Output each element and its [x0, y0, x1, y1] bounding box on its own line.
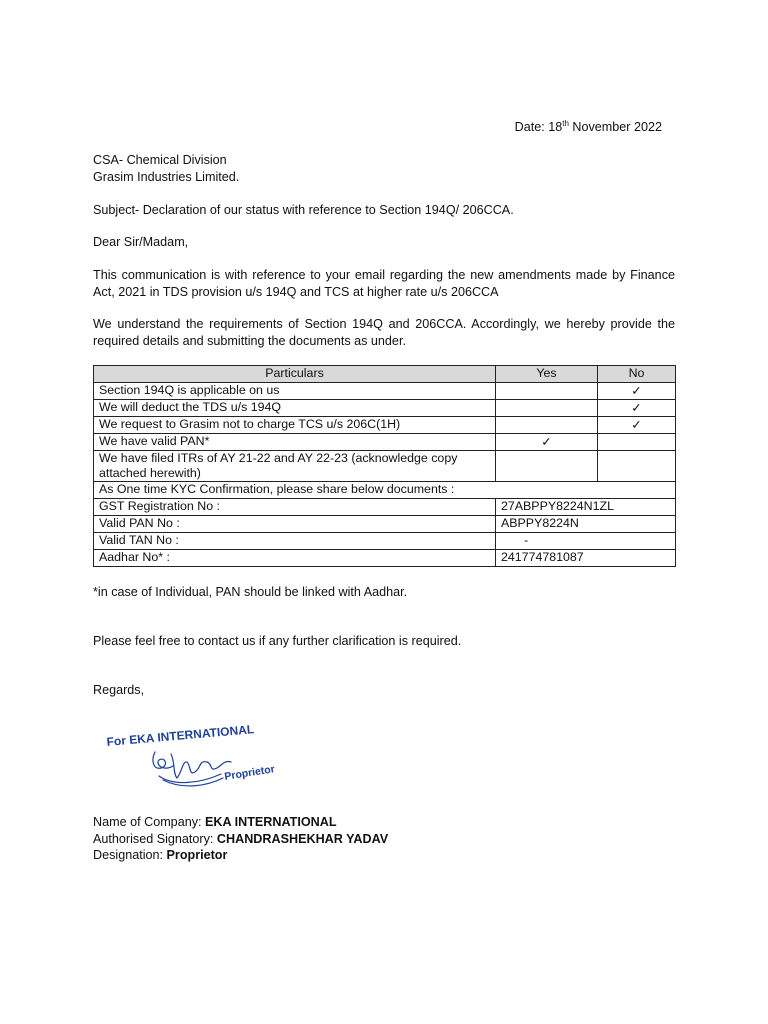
kyc-row [94, 499, 676, 516]
table-row [94, 383, 676, 400]
row-no-check-icon: ✓ [598, 383, 676, 400]
row-no-cell [598, 451, 676, 482]
row-particular: We will deduct the TDS u/s 194Q [94, 400, 496, 417]
row-no-cell [598, 434, 676, 451]
kyc-row [94, 533, 676, 550]
kyc-label-pan: Valid PAN No : [94, 516, 496, 533]
recipient-line-2: Grasim Industries Limited. [93, 169, 240, 184]
kyc-label-tan: Valid TAN No : [94, 533, 496, 550]
kyc-value-pan: ABPPY8224N [496, 516, 676, 533]
row-no-check-icon: ✓ [598, 400, 676, 417]
row-particular: We have valid PAN* [94, 434, 496, 451]
row-yes-cell [496, 383, 598, 400]
row-particular: We request to Grasim not to charge TCS u/s 206C(1H) [94, 417, 496, 434]
intro-paragraph: This communication is with reference to your email regarding the new amendments made by Finance Act, 2021 in TDS provision u/s 194Q and TCS at higher rate u/s 206CCA [93, 268, 675, 299]
table-row [94, 434, 676, 451]
row-yes-check-icon: ✓ [496, 434, 598, 451]
signatory-details [93, 814, 675, 864]
kyc-note: As One time KYC Confirmation, please share below documents : [94, 482, 676, 499]
requirements-paragraph: We understand the requirements of Section 194Q and 206CCA. Accordingly, we hereby provide the required details and submitting the documents as under. [93, 317, 675, 348]
company-name-line: Name of Company: EKA INTERNATIONAL [93, 815, 337, 829]
header-yes: Yes [496, 366, 598, 383]
stamp-text-company: For EKA INTERNATIONAL [106, 722, 255, 749]
recipient-address [93, 152, 675, 185]
salutation: Dear Sir/Madam, [93, 235, 189, 249]
kyc-row [94, 550, 676, 567]
row-yes-cell [496, 400, 598, 417]
company-name: EKA INTERNATIONAL [205, 815, 337, 829]
signatory-name: CHANDRASHEKHAR YADAV [216, 831, 389, 846]
closing-regards: Regards, [93, 683, 145, 697]
designation: Proprietor [166, 848, 228, 862]
authorised-signatory-line: Authorised Signatory: CHANDRASHEKHAR YADAV [93, 831, 389, 846]
declaration-table [93, 365, 676, 567]
table-row [94, 400, 676, 417]
table-row [94, 451, 676, 482]
kyc-row [94, 516, 676, 533]
designation-line: Designation: Proprietor [93, 848, 228, 862]
table-row [94, 417, 676, 434]
subject-line: Subject- Declaration of our status with reference to Section 194Q/ 206CCA. [93, 203, 514, 217]
row-no-check-icon: ✓ [598, 417, 676, 434]
kyc-label-gst: GST Registration No : [94, 499, 496, 516]
contact-line: Please feel free to contact us if any further clarification is required. [93, 634, 462, 648]
row-yes-cell [496, 417, 598, 434]
table-header-row [94, 366, 676, 383]
stamp-text-title: Proprietor [223, 763, 276, 783]
recipient-line-1: CSA- Chemical Division [93, 153, 227, 167]
kyc-value-aadhar: 241774781087 [496, 550, 676, 567]
header-particulars: Particulars [94, 366, 496, 383]
kyc-note-row [94, 482, 676, 499]
header-no: No [598, 366, 676, 383]
letter-date: Date: 18th November 2022 [514, 118, 662, 134]
footnote: *in case of Individual, PAN should be linked with Aadhar. [93, 585, 408, 599]
kyc-value-gst: 27ABPPY8224N1ZL [496, 499, 676, 516]
handwritten-signature-icon [153, 752, 231, 786]
row-particular: We have filed ITRs of AY 21-22 and AY 22-23 (acknowledge copy attached herewith) [94, 451, 496, 482]
signature-stamp-image [103, 716, 293, 798]
kyc-label-aadhar: Aadhar No* : [94, 550, 496, 567]
kyc-value-tan: - [496, 533, 676, 550]
row-yes-cell [496, 451, 598, 482]
row-particular: Section 194Q is applicable on us [94, 383, 496, 400]
